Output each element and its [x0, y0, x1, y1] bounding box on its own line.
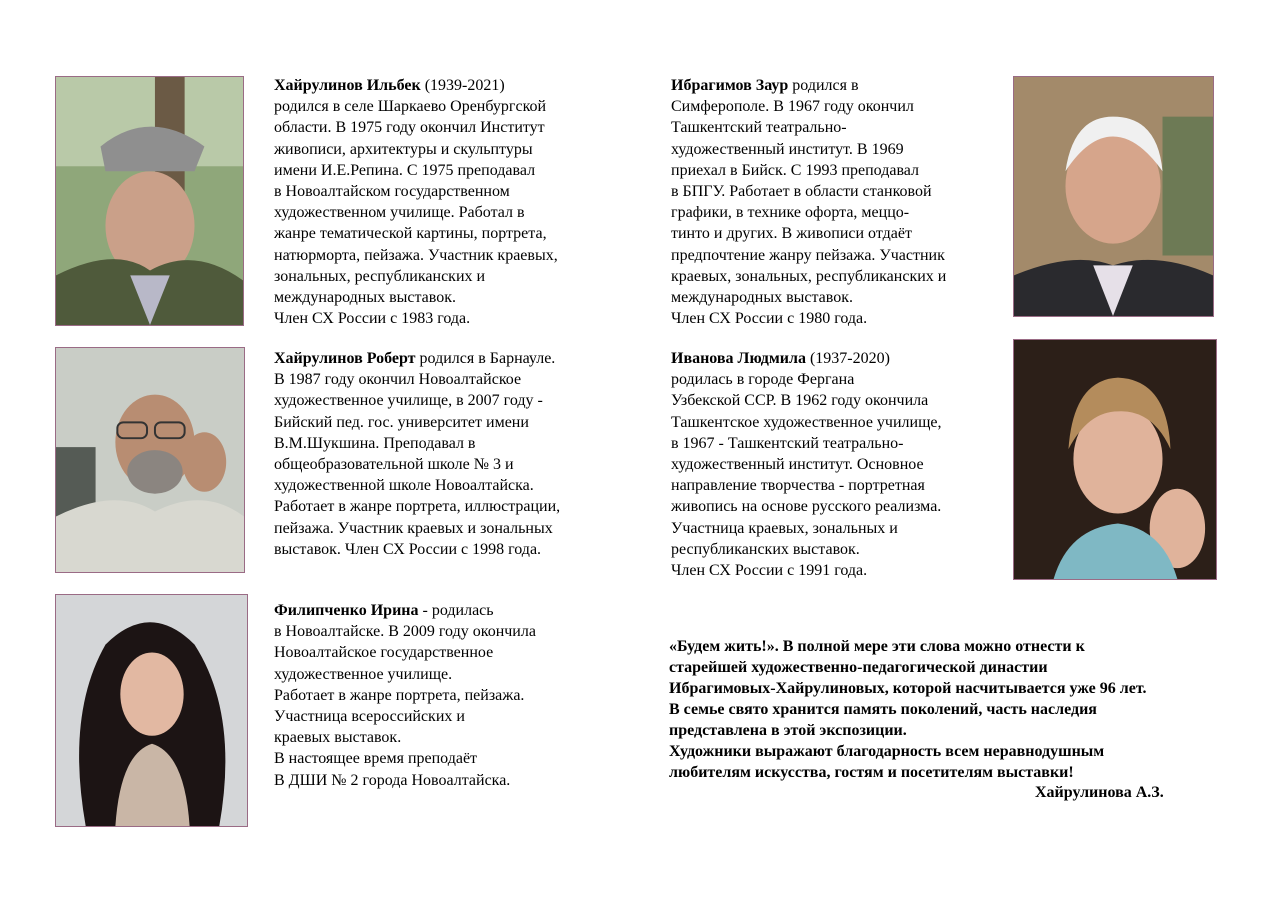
portrait-lyudmila-photo — [1013, 339, 1217, 580]
bio-text-line: международных выставок. — [671, 288, 853, 306]
bio-text-line: Работает в жанре портрета, иллюстрации, — [274, 498, 561, 516]
bio-lyudmila-first-line: Иванова Людмила (1937-2020) — [671, 350, 890, 367]
bio-text-line: имени И.Е.Репина. С 1975 преподавал — [274, 161, 536, 179]
bio-text-line: Член СХ России с 1980 года. — [671, 310, 868, 328]
bio-text-line: приехал в Бийск. С 1993 преподавал — [671, 161, 920, 179]
bio-text-line: жанре тематической картины, портрета, — [274, 225, 547, 243]
bio-ilbek-name: Хайрулинов Ильбек — [274, 77, 421, 94]
portrait-zaur-photo — [1013, 76, 1214, 317]
bio-text-line: В настоящее время преподаёт — [274, 750, 478, 768]
bio-lyudmila — [671, 348, 942, 581]
bio-text-line: художественном училище. Работал в — [274, 204, 525, 222]
bio-text-line: Участница всероссийских и — [274, 707, 465, 725]
bio-text-line: художественный институт. Основное — [671, 455, 924, 473]
closing-line: представлена в этой экспозиции. — [669, 722, 907, 739]
bio-text-line: Член СХ России с 1991 года. — [671, 561, 868, 579]
bio-text-line: области. В 1975 году окончил Институт — [274, 119, 545, 137]
bio-text-line: краевых, зональных, республиканских и — [671, 267, 947, 285]
closing-line: В семье свято хранится память поколений, часть наследия — [669, 701, 1097, 718]
closing-line: Ибрагимовых-Хайрулиновых, которой насчитывается уже 96 лет. — [669, 680, 1147, 697]
bio-text-line: тинто и других. В живописи отдаёт — [671, 225, 912, 243]
bio-irina — [274, 600, 536, 791]
bio-text-line: живопись на основе русского реализма. — [671, 498, 942, 516]
closing-line: любителям искусства, гостям и посетителям выставки! — [669, 764, 1074, 781]
bio-text-line: Бийский пед. гос. университет имени — [274, 413, 529, 431]
closing-line: «Будем жить!». В полной мере эти слова можно отнести к — [669, 638, 1085, 655]
bio-text-line: предпочтение жанру пейзажа. Участник — [671, 246, 945, 264]
portrait-robert-photo — [55, 347, 245, 573]
bio-text-line: направление творчества - портретная — [671, 477, 925, 495]
bio-text-line: натюрморта, пейзажа. Участник краевых, — [274, 246, 558, 264]
bio-text-line: Работает в жанре портрета, пейзажа. — [274, 686, 525, 704]
bio-zaur-name: Ибрагимов Заур — [671, 77, 789, 94]
bio-text-line: родилась в городе Фергана — [671, 371, 855, 389]
bio-robert — [274, 348, 560, 560]
bio-text-line: родился в селе Шаркаево Оренбургской — [274, 98, 547, 116]
bio-text-line: общеобразовательной школе № 3 и — [274, 455, 514, 473]
bio-zaur-first-line: Ибрагимов Заур родился в — [671, 77, 859, 94]
portrait-ilbek-photo — [55, 76, 244, 326]
bio-text-line: Ташкентское художественное училище, — [671, 413, 942, 431]
bio-text-line: в Новоалтайском государственном — [274, 182, 510, 200]
bio-text-line: Участница краевых, зональных и — [671, 519, 898, 537]
bio-text-line: художественный институт. В 1969 — [671, 140, 904, 158]
bio-text-line: в БПГУ. Работает в области станковой — [671, 182, 932, 200]
bio-text-line: В 1987 году окончил Новоалтайское — [274, 371, 522, 389]
bio-text-line: зональных, республиканских и — [274, 267, 486, 285]
closing-statement — [669, 636, 1147, 783]
bio-text-line: Ташкентский театрально- — [671, 119, 847, 137]
bio-text-line: в 1967 - Ташкентский театрально- — [671, 434, 904, 452]
bio-text-line: международных выставок. — [274, 288, 456, 306]
bio-text-line: Член СХ России с 1983 года. — [274, 310, 471, 328]
bio-lyudmila-name: Иванова Людмила — [671, 350, 806, 367]
portrait-irina-photo — [55, 594, 248, 827]
bio-text-line: В ДШИ № 2 города Новоалтайска. — [274, 771, 511, 789]
bio-irina-first-line: Филипченко Ирина - родилась — [274, 602, 494, 619]
bio-text-line: Симферополе. В 1967 году окончил — [671, 98, 914, 116]
bio-text-line: Новоалтайское государственное — [274, 644, 494, 662]
bio-text-line: графики, в технике офорта, меццо- — [671, 204, 910, 222]
bio-zaur — [671, 75, 946, 329]
bio-ilbek-first-line: Хайрулинов Ильбек (1939-2021) — [274, 77, 505, 94]
bio-text-line: пейзажа. Участник краевых и зональных — [274, 519, 553, 537]
bio-ilbek — [274, 75, 558, 329]
bio-text-line: республиканских выставок. — [671, 540, 860, 558]
bio-text-line: выставок. Член СХ России с 1998 года. — [274, 540, 542, 558]
bio-text-line: художественное училище, в 2007 году - — [274, 392, 543, 410]
bio-text-line: В.М.Шукшина. Преподавал в — [274, 434, 476, 452]
bio-robert-first-line: Хайрулинов Роберт родился в Барнауле. — [274, 350, 556, 367]
bio-robert-name: Хайрулинов Роберт — [274, 350, 416, 367]
closing-line: старейшей художественно-педагогической династии — [669, 659, 1048, 676]
bio-text-line: художественное училище. — [274, 665, 453, 683]
bio-text-line: краевых выставок. — [274, 729, 402, 747]
bio-text-line: Узбекской ССР. В 1962 году окончила — [671, 392, 929, 410]
bio-text-line: художественной школе Новоалтайска. — [274, 477, 534, 495]
bio-irina-name: Филипченко Ирина — [274, 602, 419, 619]
bio-text-line: в Новоалтайске. В 2009 году окончила — [274, 623, 536, 641]
signature: Хайрулинова А.З. — [1035, 784, 1164, 801]
bio-text-line: живописи, архитектуры и скульптуры — [274, 140, 533, 158]
closing-line: Художники выражают благодарность всем неравнодушным — [669, 743, 1105, 760]
